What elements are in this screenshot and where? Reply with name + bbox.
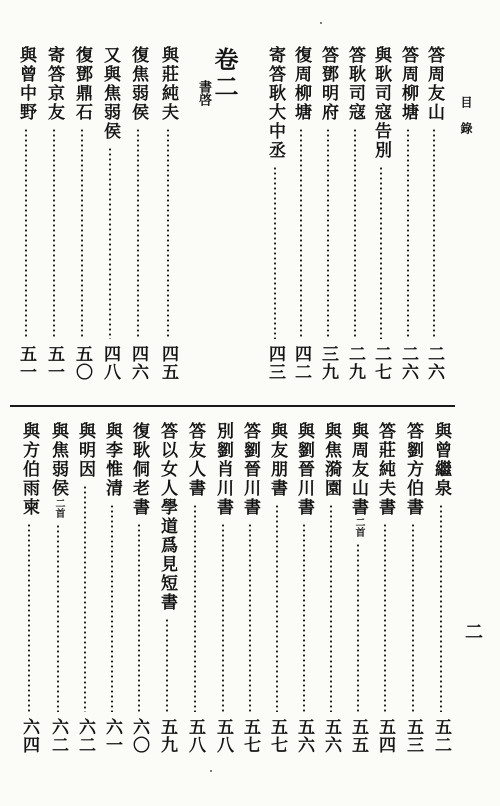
dot-leader bbox=[167, 128, 169, 339]
entry-title: 又與焦弱侯 bbox=[100, 46, 120, 141]
dot-leader bbox=[412, 523, 414, 712]
dot-leader bbox=[357, 543, 359, 712]
entry-title: 與方伯雨柬 bbox=[19, 422, 39, 517]
entry-title: 別劉肖川書 bbox=[213, 422, 233, 517]
entry-page: 二六 bbox=[398, 345, 418, 381]
dot-leader bbox=[53, 128, 55, 339]
entry-title: 復鄧鼎石 bbox=[72, 46, 92, 122]
toc-entry[interactable] bbox=[184, 422, 206, 754]
entry-page: 五一 bbox=[44, 345, 64, 381]
toc-entry[interactable] bbox=[344, 46, 366, 381]
entry-title: 寄答耿大中丞 bbox=[265, 46, 285, 160]
entry-title: 復焦弱侯 bbox=[128, 46, 148, 122]
dot-leader bbox=[194, 504, 196, 712]
dot-leader bbox=[249, 523, 251, 712]
dot-leader bbox=[440, 504, 442, 712]
entry-title: 與焦弱侯二首 bbox=[48, 422, 68, 518]
entry-page: 六〇 bbox=[129, 718, 149, 754]
entry-title: 與劉晉川書 bbox=[294, 422, 314, 517]
toc-entry[interactable] bbox=[293, 422, 315, 754]
toc-entry[interactable] bbox=[317, 46, 339, 381]
dot-leader bbox=[433, 128, 435, 339]
dot-leader bbox=[137, 128, 139, 339]
entry-page: 六二 bbox=[48, 718, 68, 754]
section-divider bbox=[10, 405, 455, 407]
entry-title: 與耿司寇告別 bbox=[371, 46, 391, 160]
entry-title: 答友人書 bbox=[185, 422, 205, 498]
toc-entry[interactable] bbox=[74, 422, 96, 754]
entry-page: 六二 bbox=[75, 718, 95, 754]
dot-leader bbox=[81, 128, 83, 339]
paper-speck bbox=[210, 770, 212, 772]
toc-entry[interactable] bbox=[157, 46, 179, 381]
dot-leader bbox=[57, 524, 59, 712]
entry-title: 答劉方伯書 bbox=[403, 422, 423, 517]
dot-leader bbox=[84, 485, 86, 712]
toc-entry[interactable] bbox=[423, 46, 445, 381]
entry-page: 五八 bbox=[185, 718, 205, 754]
entry-page: 五二 bbox=[431, 718, 451, 754]
toc-entry[interactable] bbox=[290, 46, 312, 381]
entry-title: 答周柳塘 bbox=[398, 46, 418, 122]
section-label: 書啓 bbox=[196, 80, 211, 106]
entry-title: 與曾中野 bbox=[16, 46, 36, 122]
entry-title: 復周柳塘 bbox=[291, 46, 311, 122]
dot-leader bbox=[300, 128, 302, 339]
entry-title: 復耿侗老書 bbox=[129, 422, 149, 517]
toc-entry[interactable] bbox=[397, 46, 419, 381]
dot-leader bbox=[109, 147, 111, 339]
entry-title: 答以女人學道爲見短書 bbox=[157, 422, 177, 612]
toc-entry[interactable] bbox=[430, 422, 452, 754]
toc-entry[interactable] bbox=[99, 46, 121, 381]
toc-entry[interactable] bbox=[374, 422, 396, 754]
entry-page: 四五 bbox=[158, 345, 178, 381]
dot-leader bbox=[303, 523, 305, 712]
entry-title: 答劉晉川書 bbox=[240, 422, 260, 517]
dot-leader bbox=[327, 128, 329, 339]
toc-entry[interactable] bbox=[266, 422, 288, 754]
toc-entry[interactable] bbox=[320, 422, 342, 754]
entry-title: 答莊純夫書 bbox=[375, 422, 395, 517]
entry-title: 答周友山 bbox=[424, 46, 444, 122]
entry-page: 四三 bbox=[265, 345, 285, 381]
toc-entry[interactable] bbox=[156, 422, 178, 754]
entry-title: 寄答京友 bbox=[44, 46, 64, 122]
entry-page: 五五 bbox=[348, 718, 368, 754]
entry-page: 三九 bbox=[318, 345, 338, 381]
toc-entry[interactable] bbox=[101, 422, 123, 754]
dot-leader bbox=[276, 504, 278, 712]
entry-title: 與友朋書 bbox=[267, 422, 287, 498]
toc-entry[interactable] bbox=[264, 46, 286, 381]
dot-leader bbox=[111, 504, 113, 712]
entry-title: 與明因 bbox=[75, 422, 95, 479]
entry-page: 五一 bbox=[16, 345, 36, 381]
dot-leader bbox=[384, 523, 386, 712]
paper-speck bbox=[320, 22, 322, 24]
entry-title: 與周友山書二首 bbox=[348, 422, 368, 537]
toc-entry[interactable] bbox=[127, 46, 149, 381]
volume-label: 卷二 bbox=[210, 47, 239, 101]
entry-title: 與莊純夫 bbox=[158, 46, 178, 122]
toc-entry[interactable] bbox=[47, 422, 69, 754]
entry-note: 二首 bbox=[53, 498, 64, 518]
entry-page: 二九 bbox=[345, 345, 365, 381]
entry-page: 二七 bbox=[371, 345, 391, 381]
entry-page: 四六 bbox=[128, 345, 148, 381]
page-header: 目錄 bbox=[459, 96, 473, 148]
dot-leader bbox=[380, 166, 382, 339]
entry-page: 六四 bbox=[19, 718, 39, 754]
entry-page: 五三 bbox=[403, 718, 423, 754]
page-number: 二 bbox=[462, 622, 483, 640]
entry-page: 五四 bbox=[375, 718, 395, 754]
dot-leader bbox=[222, 523, 224, 712]
entry-title: 答鄧明府 bbox=[318, 46, 338, 122]
dot-leader bbox=[354, 128, 356, 339]
entry-page: 五七 bbox=[240, 718, 260, 754]
dot-leader bbox=[28, 523, 30, 712]
entry-title: 答耿司寇 bbox=[345, 46, 365, 122]
toc-entry[interactable] bbox=[347, 422, 369, 754]
entry-page: 五六 bbox=[294, 718, 314, 754]
toc-entry[interactable] bbox=[15, 46, 37, 381]
toc-entry[interactable] bbox=[370, 46, 392, 381]
dot-leader bbox=[407, 128, 409, 339]
dot-leader bbox=[274, 166, 276, 339]
entry-title: 與曾繼泉 bbox=[431, 422, 451, 498]
dot-leader bbox=[166, 618, 168, 712]
entry-page: 五〇 bbox=[72, 345, 92, 381]
entry-title: 與李惟清 bbox=[102, 422, 122, 498]
entry-page: 五六 bbox=[321, 718, 341, 754]
entry-page: 五八 bbox=[213, 718, 233, 754]
entry-title: 與焦漪園 bbox=[321, 422, 341, 498]
toc-entry[interactable] bbox=[402, 422, 424, 754]
toc-entry[interactable] bbox=[71, 46, 93, 381]
entry-note: 二首 bbox=[353, 517, 364, 537]
entry-page: 五九 bbox=[157, 718, 177, 754]
toc-entry[interactable] bbox=[43, 46, 65, 381]
toc-entry[interactable] bbox=[212, 422, 234, 754]
entry-page: 六一 bbox=[102, 718, 122, 754]
toc-entry[interactable] bbox=[239, 422, 261, 754]
dot-leader bbox=[138, 523, 140, 712]
dot-leader bbox=[25, 128, 27, 339]
toc-entry[interactable] bbox=[128, 422, 150, 754]
toc-entry[interactable] bbox=[18, 422, 40, 754]
entry-page: 五七 bbox=[267, 718, 287, 754]
entry-page: 四二 bbox=[291, 345, 311, 381]
entry-page: 四八 bbox=[100, 345, 120, 381]
dot-leader bbox=[330, 504, 332, 712]
entry-page: 二六 bbox=[424, 345, 444, 381]
